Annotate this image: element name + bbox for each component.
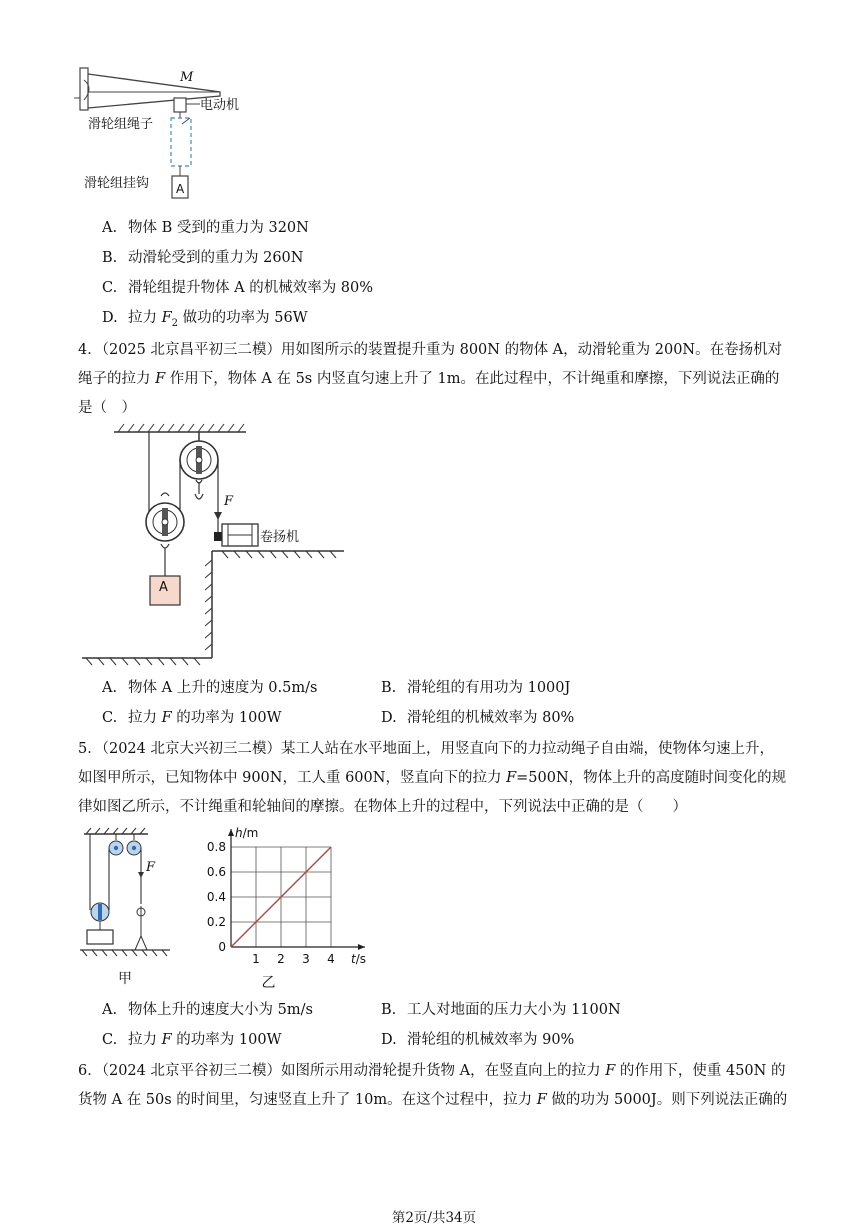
label-m: M — [180, 70, 194, 85]
q4-option-d: D. 滑轮组的机械效率为 80% — [381, 710, 575, 726]
q4-label-winch: 卷扬机 — [260, 530, 300, 545]
q4-option-c: C. 拉力 F 的功率为 100W — [102, 710, 282, 726]
q4-label-a: A — [159, 580, 168, 595]
y-tick-label: 0.4 — [206, 890, 226, 904]
q5-jia-caption: 甲 — [118, 971, 132, 987]
label-rope: 滑轮组绳子 — [88, 117, 154, 132]
q5-stem-line3: 律如图乙所示，不计绳重和轮轴间的摩擦。在物体上升的过程中，下列说法中正确的是（ ） — [78, 799, 687, 815]
y-axis-label: h/m — [235, 826, 259, 840]
q4-figure — [78, 420, 348, 665]
q6-stem-line2: 货物 A 在 50s 的时间里，匀速竖直上升了 10m。在这个过程中，拉力 F 做的功为 5000J。则下列说法正确的 — [78, 1092, 788, 1108]
x-tick-label: 1 — [252, 952, 260, 966]
x-axis-label: t/s — [351, 952, 367, 966]
chart-caption: 乙 — [261, 975, 276, 991]
q5-option-b: B. 工人对地面的压力大小为 1100N — [381, 1002, 621, 1018]
q3-option-c: C. 滑轮组提升物体 A 的机械效率为 80% — [102, 280, 374, 296]
label-a-top: A — [176, 182, 185, 196]
y-tick-label: 0 — [218, 940, 226, 954]
q5-jia-label-f: F — [146, 860, 156, 875]
label-motor: 电动机 — [200, 98, 240, 113]
q4-option-a: A. 物体 A 上升的速度为 0.5m/s — [102, 680, 318, 696]
x-axis-arrow — [358, 944, 365, 950]
y-tick-label: 0.2 — [206, 915, 226, 929]
q5-option-c: C. 拉力 F 的功率为 100W — [102, 1032, 282, 1048]
q3-option-d: D. 拉力 $F_2$ 做功的功率为 56W — [102, 310, 308, 329]
q5-figure-jia — [78, 826, 178, 966]
y-axis-arrow — [228, 829, 234, 836]
q5-option-d: D. 滑轮组的机械效率为 90% — [381, 1032, 575, 1048]
q4-stem-line3: 是（ ） — [78, 400, 136, 416]
label-hook: 滑轮组挂钩 — [84, 176, 150, 191]
x-tick-label: 4 — [327, 952, 335, 966]
q3-option-a: A. 物体 B 受到的重力为 320N — [102, 220, 309, 236]
y-tick-label: 0.8 — [206, 840, 226, 854]
x-tick-label: 3 — [302, 952, 310, 966]
q4-option-b: B. 滑轮组的有用功为 1000J — [381, 680, 571, 696]
q6-stem-line1: 6．（2024 北京平谷初三二模）如图所示用动滑轮提升货物 A，在竖直向上的拉力 F 的作用下，使重 450N 的 — [78, 1063, 786, 1079]
q5-chart-yi — [196, 822, 386, 992]
q5-option-a: A. 物体上升的速度大小为 5m/s — [102, 1002, 313, 1018]
q3-option-b: B. 动滑轮受到的重力为 260N — [102, 250, 304, 266]
q5-stem-line2: 如图甲所示，已知物体中 900N，工人重 600N，竖直向下的拉力 F=500N，物体上升的高度随时间变化的规 — [78, 770, 787, 786]
q4-stem-line2: 绳子的拉力 F 作用下，物体 A 在 5s 内竖直匀速上升了 1m。在此过程中，不计绳重和摩擦，下列说法正确的 — [78, 371, 780, 387]
x-tick-label: 2 — [277, 952, 285, 966]
q4-label-f: F — [224, 494, 234, 509]
q4-stem-line1: 4．（2025 北京昌平初三二模）用如图所示的装置提升重为 800N 的物体 A，动滑轮重为 200N。在卷扬机对 — [78, 342, 783, 358]
q5-stem-line1: 5．（2024 北京大兴初三二模）某工人站在水平地面上，用竖直向下的力拉动绳子自由端，使物体匀速上升， — [78, 741, 774, 757]
y-tick-label: 0.6 — [206, 865, 226, 879]
page-footer: 第2页/共34页 — [391, 1210, 477, 1226]
